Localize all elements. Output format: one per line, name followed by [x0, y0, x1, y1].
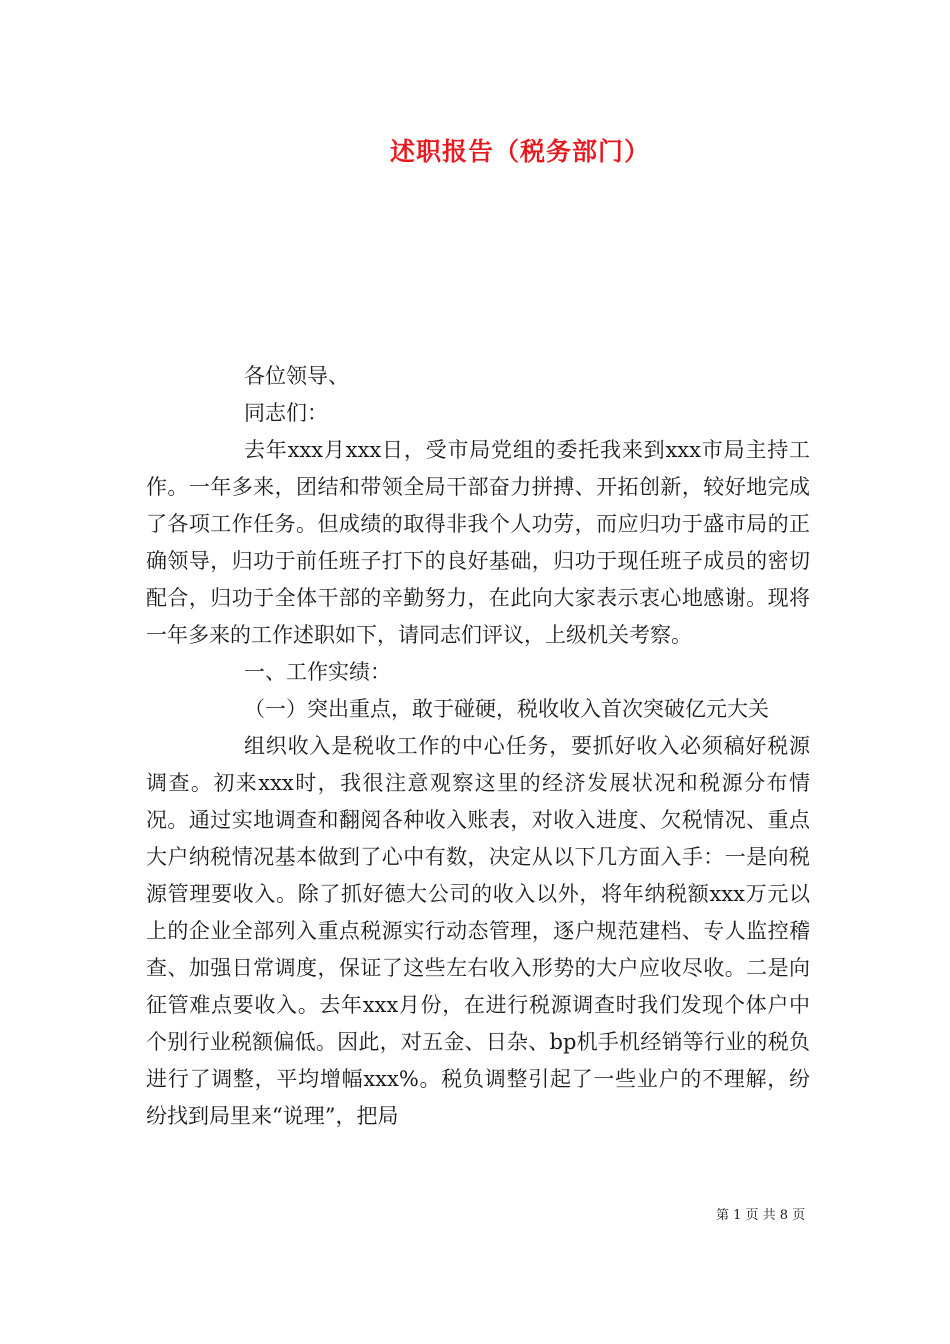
document-body [146, 358, 810, 1135]
subsection-heading-1: （一）突出重点，敢于碰硬，税收收入首次突破亿元大关 [244, 697, 769, 721]
paragraph-intro: 去年xxx月xxx日，受市局党组的委托我来到xxx市局主持工作。一年多来，团结和带领全局干部奋力拼搏、开拓创新，较好地完成了各项工作任务。但成绩的取得非我个人功劳，而应归功于盛市局的正确领导，归功于前任班子打下的良好基础，归功于现任班子成员的密切配合，归功于全体干部的辛勤努力，在此向大家表示衷心地感谢。现将一年多来的工作述职如下，请同志们评议，上级机关考察。 [146, 438, 810, 647]
paragraph-revenue: 组织收入是税收工作的中心任务，要抓好收入必须稿好税源调查。初来xxx时，我很注意观察这里的经济发展状况和税源分布情况。通过实地调查和翻阅各种收入账表，对收入进度、欠税情况、重点大户纳税情况基本做到了心中有数，决定从以下几方面入手：一是向税源管理要收入。除了抓好德大公司的收入以外，将年纳税额xxx万元以上的企业全部列入重点税源实行动态管理，逐户规范建档、专人监控稽查、加强日常调度，保证了这些左右收入形势的大户应收尽收。二是向征管难点要收入。去年xxx月份，在进行税源调查时我们发现个体户中个别行业税额偏低。因此，对五金、日杂、bp机手机经销等行业的税负进行了调整，平均增幅xxx%。税负调整引起了一些业户的不理解，纷纷找到局里来“说理”，把局 [146, 734, 810, 1128]
section-heading-achievements: 一、工作实绩： [244, 660, 391, 684]
salutation-comrades: 同志们： [244, 401, 328, 425]
salutation-leaders: 各位领导、 [244, 364, 349, 388]
document-title: 述职报告（税务部门） [389, 137, 650, 166]
page-number-footer: 第 1 页 共 8 页 [716, 1208, 806, 1223]
